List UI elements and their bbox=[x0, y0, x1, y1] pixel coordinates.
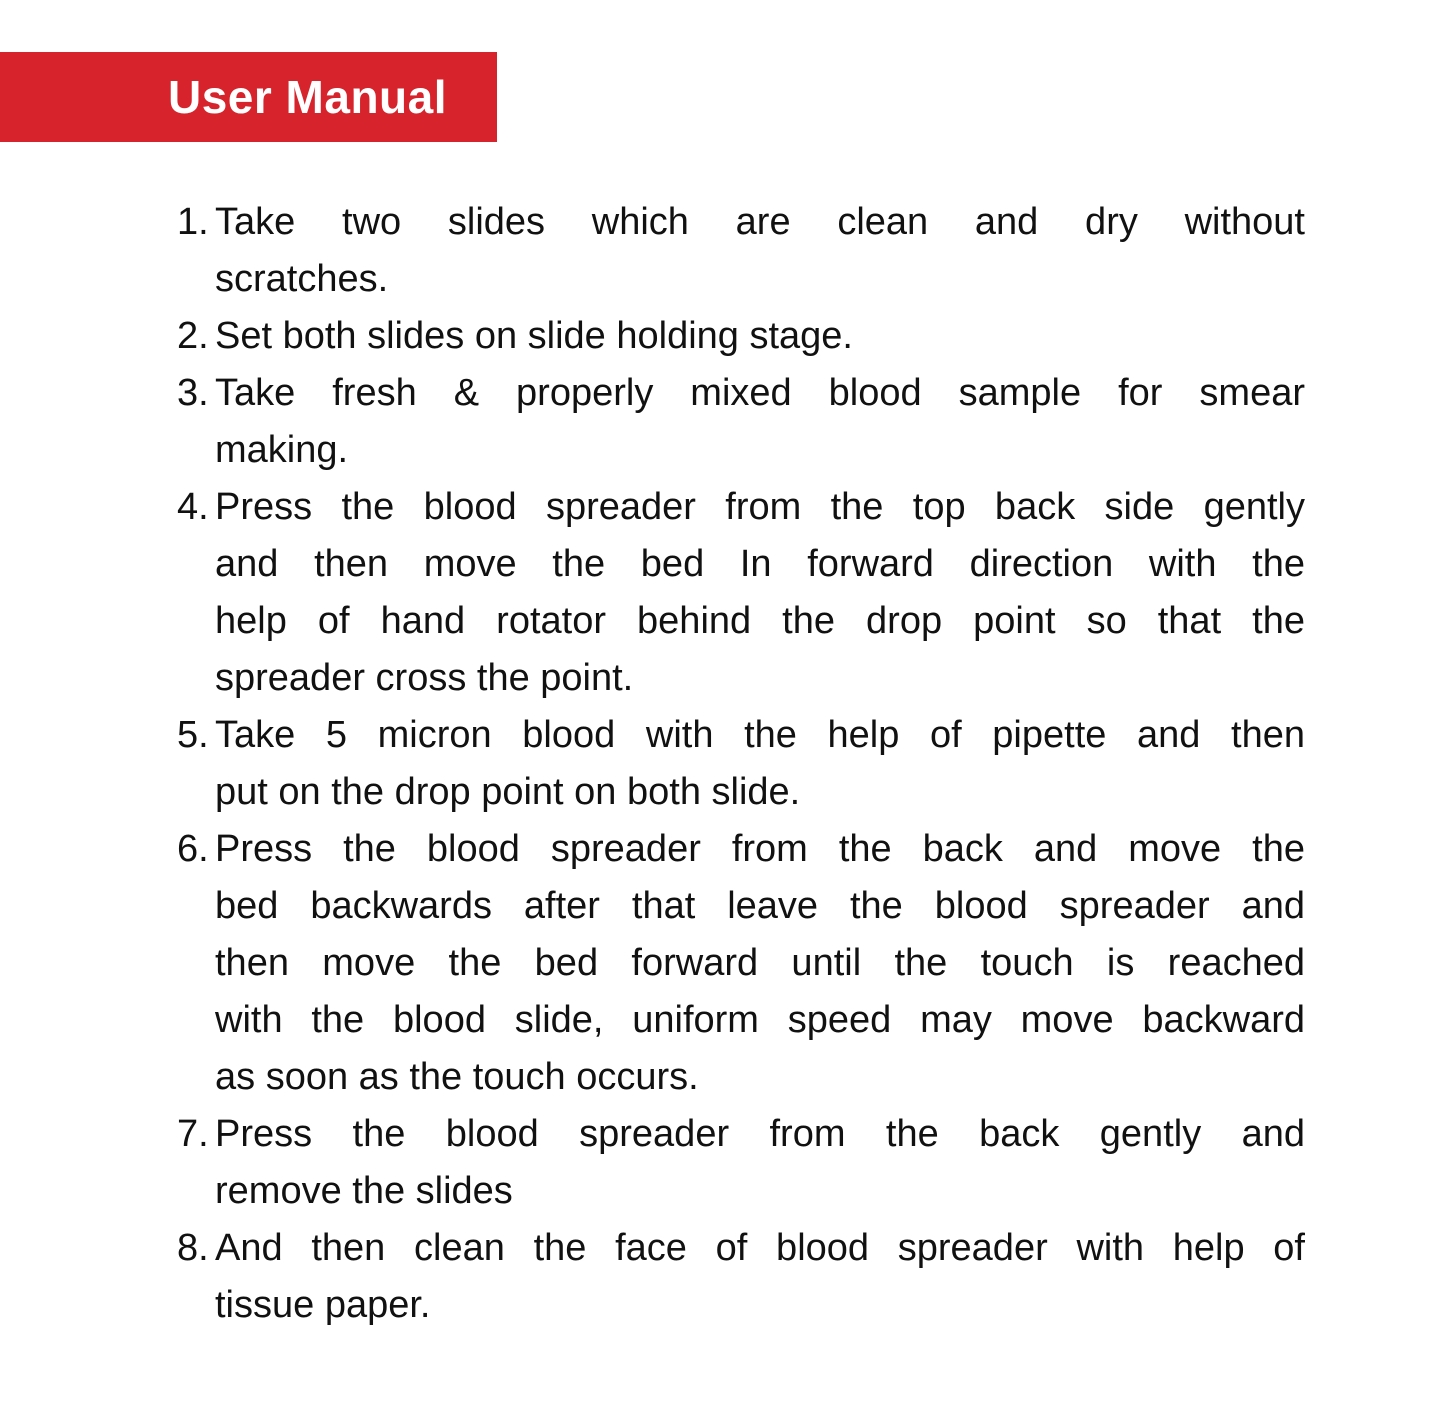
instruction-text: Press the blood spreader from the top back side gently bbox=[215, 486, 1305, 528]
instruction-line bbox=[215, 593, 1305, 650]
instruction-text: bed backwards after that leave the blood spreader and bbox=[215, 885, 1305, 927]
instruction-line bbox=[177, 707, 1305, 764]
instruction-text: Take fresh & properly mixed blood sample for smear bbox=[215, 372, 1305, 414]
instruction-line bbox=[215, 1049, 1305, 1106]
instruction-line bbox=[215, 251, 1305, 308]
instruction-line bbox=[215, 650, 1305, 707]
instruction-line bbox=[215, 422, 1305, 479]
instruction-line bbox=[215, 764, 1305, 821]
item-number: 8. bbox=[177, 1227, 209, 1269]
instruction-line bbox=[177, 1106, 1305, 1163]
instruction-text: remove the slides bbox=[215, 1170, 513, 1212]
item-number: 2. bbox=[177, 315, 209, 357]
instruction-text: Press the blood spreader from the back gently and bbox=[215, 1113, 1305, 1155]
instruction-line bbox=[177, 365, 1305, 422]
instruction-text: then move the bed forward until the touch is reached bbox=[215, 942, 1305, 984]
item-number: 5. bbox=[177, 714, 209, 756]
item-number: 1. bbox=[177, 201, 209, 243]
instruction-text: Take two slides which are clean and dry without bbox=[215, 201, 1305, 243]
instruction-text: tissue paper. bbox=[215, 1284, 431, 1326]
instruction-line bbox=[177, 194, 1305, 251]
instruction-line bbox=[215, 1163, 1305, 1220]
instruction-line bbox=[177, 821, 1305, 878]
title-banner bbox=[0, 52, 497, 142]
item-number: 4. bbox=[177, 486, 209, 528]
instruction-text: as soon as the touch occurs. bbox=[215, 1056, 699, 1098]
instruction-text: Take 5 micron blood with the help of pipette and then bbox=[215, 714, 1305, 756]
instruction-list bbox=[177, 194, 1305, 1334]
instruction-line bbox=[177, 1220, 1305, 1277]
instruction-line bbox=[215, 878, 1305, 935]
instruction-text: And then clean the face of blood spreader with help of bbox=[215, 1227, 1305, 1269]
instruction-line bbox=[215, 1277, 1305, 1334]
item-number: 7. bbox=[177, 1113, 209, 1155]
instruction-text: spreader cross the point. bbox=[215, 657, 634, 699]
instruction-line bbox=[215, 935, 1305, 992]
instruction-text: making. bbox=[215, 429, 349, 471]
instruction-line bbox=[215, 536, 1305, 593]
instruction-line bbox=[177, 308, 1305, 365]
instruction-text: scratches. bbox=[215, 258, 389, 300]
instruction-text: put on the drop point on both slide. bbox=[215, 771, 801, 813]
instruction-text: Set both slides on slide holding stage. bbox=[215, 315, 853, 357]
instruction-text: Press the blood spreader from the back and move the bbox=[215, 828, 1305, 870]
item-number: 3. bbox=[177, 372, 209, 414]
page-title: User Manual bbox=[167, 71, 448, 123]
item-number: 6. bbox=[177, 828, 209, 870]
instruction-line bbox=[215, 992, 1305, 1049]
instruction-line bbox=[177, 479, 1305, 536]
instruction-text: with the blood slide, uniform speed may move backward bbox=[215, 999, 1305, 1041]
instruction-text: help of hand rotator behind the drop point so that the bbox=[215, 600, 1305, 642]
instruction-text: and then move the bed In forward direction with the bbox=[215, 543, 1305, 585]
